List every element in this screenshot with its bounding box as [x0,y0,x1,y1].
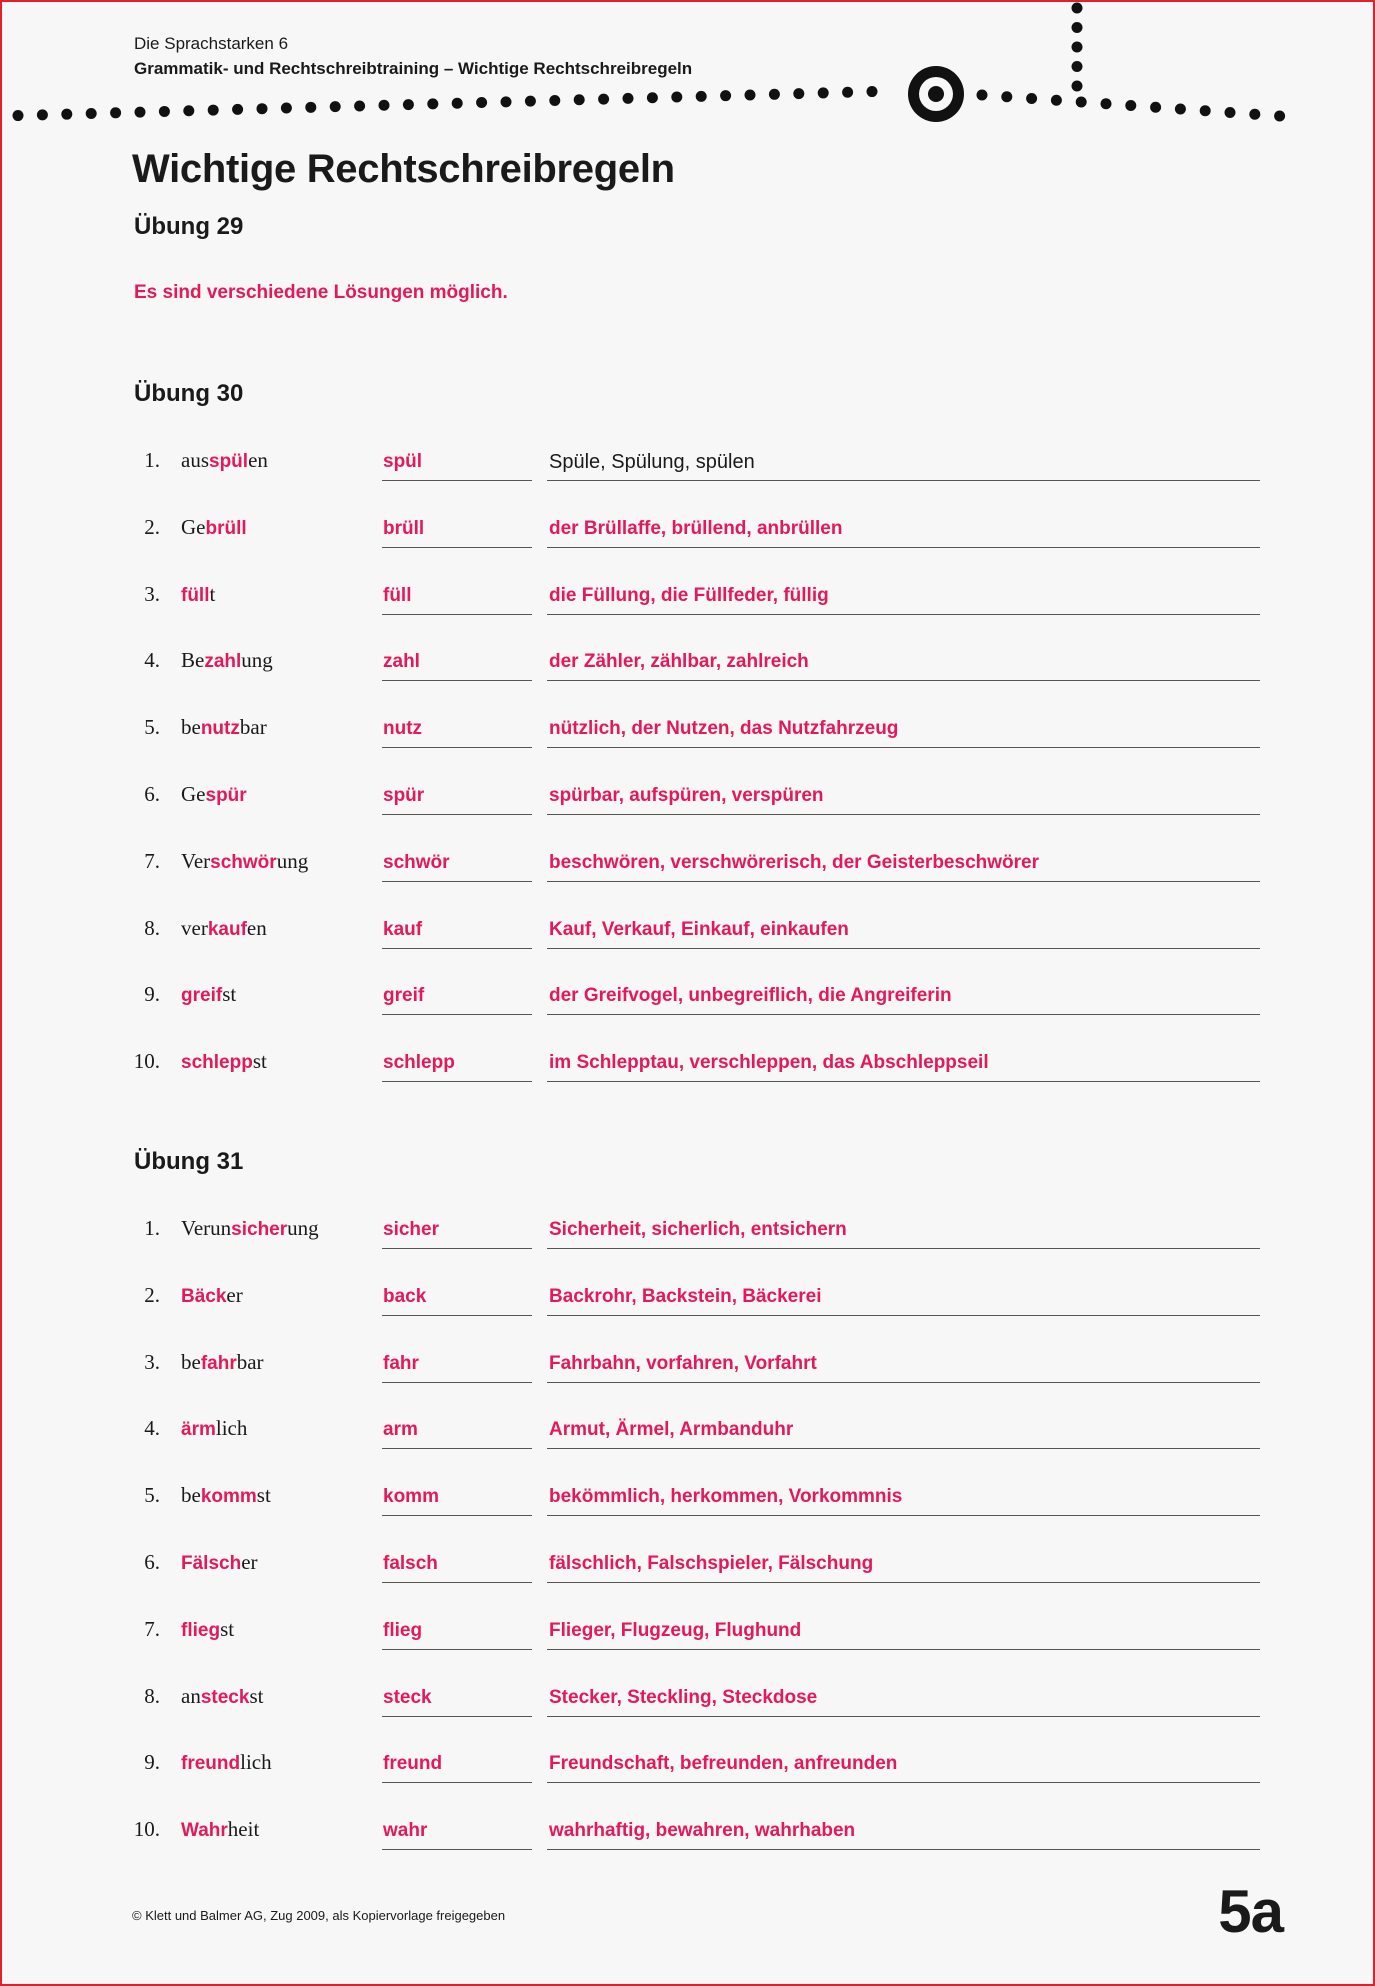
compound-word [181,915,267,940]
answer-stem: spül [383,451,423,472]
word-suffix: en [248,448,268,472]
word-stem-highlight: füll [181,584,210,606]
word-stem-highlight: freund [181,1753,241,1775]
exercise-row [2,1612,1375,1652]
compound-word [181,450,268,471]
word-prefix: Ge [181,514,206,539]
publication-name: Die Sprachstarken 6 [134,34,289,53]
related-words-answer: wahrhaftig, bewahren, wahrhaben [549,1820,856,1842]
word-stem-highlight: Wahr [181,1820,228,1842]
word-suffix: st [220,1616,235,1641]
compound-word [181,1282,243,1307]
stem-answer-line [382,1014,532,1015]
compound-word [181,1552,258,1573]
compound-word [181,984,236,1005]
word-suffix: bar [236,1349,264,1374]
word-stem-highlight: brüll [205,517,247,539]
copyright-footer: © Klett und Balmer AG, Zug 2009, als Kopiervorlage freigegeben [132,1908,506,1923]
exercise-30-heading: Übung 30 [134,380,244,407]
related-words-answer: Sicherheit, sicherlich, entsichern [549,1219,847,1240]
exercise-row [2,577,1375,617]
compound-word [181,514,247,539]
related-words-answer: Kauf, Verkauf, Einkauf, einkaufen [549,918,849,940]
item-number: 10. [133,1817,160,1842]
exercise-row [2,710,1375,750]
related-words-line [547,1782,1260,1783]
exercise-row [2,777,1375,817]
word-stem-highlight: sicher [231,1219,288,1240]
answer-stem: greif [383,985,425,1007]
word-suffix: t [209,581,216,606]
related-words-line [547,1716,1260,1717]
answer-stem: komm [383,1486,439,1508]
stem-answer-line [382,747,532,748]
item-number: 6. [144,782,160,806]
item-number: 8. [144,915,160,940]
page-title: Wichtige Rechtschreibregeln [132,147,675,191]
word-prefix: be [181,1483,201,1508]
compound-word [181,650,273,671]
item-number: 7. [144,1616,160,1641]
related-words-line [547,747,1260,748]
word-prefix: Ge [181,782,206,806]
exercise-row [2,1044,1375,1084]
related-words-line [547,881,1260,882]
word-stem-highlight: Bäck [181,1285,227,1307]
stem-answer-line [382,1716,532,1717]
word-stem-highlight: schwör [210,851,277,873]
exercise-row [2,977,1375,1017]
exercise-row [2,1211,1375,1251]
answer-stem: zahl [383,651,420,673]
item-number: 1. [144,1216,160,1240]
compound-word [181,1819,259,1840]
word-prefix: be [181,715,201,740]
word-suffix: st [252,1049,267,1074]
item-number: 6. [144,1550,160,1574]
related-words-line [547,680,1260,681]
related-words-line [547,1382,1260,1383]
answer-stem: füll [383,584,412,606]
word-stem-highlight: kauf [207,918,247,940]
related-words-answer: Backrohr, Backstein, Bäckerei [549,1285,822,1307]
compound-word [181,1616,235,1641]
word-prefix: an [181,1683,201,1708]
stem-answer-line [382,881,532,882]
stem-answer-line [382,1782,532,1783]
compound-word [181,717,267,738]
related-words-answer: der Brüllaffe, brüllend, anbrüllen [549,517,843,539]
stem-answer-line [382,680,532,681]
compound-word [181,1051,267,1072]
related-words-line [547,1649,1260,1650]
related-words-answer: Fahrbahn, vorfahren, Vorfahrt [549,1352,817,1374]
answer-stem: back [383,1285,427,1307]
stem-answer-line [382,1248,532,1249]
answer-stem: steck [383,1686,432,1708]
exercise-row [2,1411,1375,1451]
word-suffix: st [256,1483,271,1508]
word-stem-highlight: schlepp [181,1052,253,1074]
word-suffix: er [226,1282,243,1307]
item-number: 5. [144,715,160,740]
related-words-answer: Flieger, Flugzeug, Flughund [549,1619,802,1641]
answer-stem: nutz [383,718,423,740]
related-words-line [547,1515,1260,1516]
stem-answer-line [382,1849,532,1850]
exercise-row [2,844,1375,884]
word-suffix: en [246,915,267,940]
related-words-answer: Armut, Ärmel, Armbanduhr [549,1419,794,1441]
exercise-row [2,510,1375,550]
item-number: 5. [144,1483,160,1508]
item-number: 9. [144,1750,160,1775]
related-words-line [547,1248,1260,1249]
compound-word [181,784,247,805]
word-suffix: ung [287,1216,319,1240]
word-stem-highlight: fahr [200,1352,237,1374]
item-number: 3. [144,1349,160,1374]
word-suffix: lich [215,1416,248,1441]
item-number: 4. [144,648,160,673]
related-words-line [547,547,1260,548]
exercise-row [2,1545,1375,1585]
related-words-line [547,948,1260,949]
word-suffix: ung [276,848,309,873]
compound-word [181,1349,264,1374]
exercise-row [2,643,1375,683]
word-stem-highlight: zahl [204,651,242,673]
item-number: 2. [144,514,160,539]
answer-stem: wahr [383,1820,428,1842]
word-prefix: Be [181,648,205,673]
exercise-row [2,1278,1375,1318]
item-number: 9. [144,982,160,1007]
exercise-row [2,1345,1375,1385]
related-words-line [547,1081,1260,1082]
publication-subtitle: Grammatik- und Rechtschreibtraining – Wichtige Rechtschreibregeln [134,59,693,78]
word-suffix: bar [239,715,267,740]
related-words-answer: der Greifvogel, unbegreiflich, die Angreiferin [549,985,952,1007]
word-prefix: ver [181,915,208,940]
exercise-row [2,1812,1375,1852]
related-words-line [547,1014,1260,1015]
word-suffix: st [222,982,237,1007]
word-prefix: be [181,1349,201,1374]
answer-stem: falsch [383,1553,438,1574]
item-number: 8. [144,1683,160,1708]
related-words-answer: der Zähler, zählbar, zahlreich [549,651,809,673]
compound-word [181,1683,264,1708]
compound-word [181,848,309,873]
item-number: 1. [144,448,160,472]
word-stem-highlight: greif [181,985,223,1007]
word-stem-highlight: ärm [181,1419,216,1441]
answer-stem: brüll [383,517,425,539]
word-stem-highlight: steck [200,1686,250,1708]
related-words-answer: bekömmlich, herkommen, Vorkommnis [549,1486,903,1508]
word-prefix: Ver [181,848,211,873]
answer-stem: spür [383,785,425,806]
related-words-answer: fälschlich, Falschspieler, Fälschung [549,1553,874,1574]
stem-answer-line [382,948,532,949]
exercise-31-heading: Übung 31 [134,1148,244,1175]
related-words-line [547,1448,1260,1449]
related-words-line [547,614,1260,615]
exercise-row [2,443,1375,483]
related-words-line [547,1582,1260,1583]
related-words-line [547,814,1260,815]
answer-stem: fahr [383,1352,419,1374]
exercise-29-note: Es sind verschiedene Lösungen möglich. [134,282,508,303]
item-number: 10. [133,1049,160,1074]
word-suffix: ung [241,648,273,673]
exercise-row [2,1679,1375,1719]
compound-word [181,1218,319,1239]
stem-answer-line [382,1582,532,1583]
stem-answer-line [382,547,532,548]
answer-stem: flieg [383,1619,423,1641]
word-stem-highlight: spür [205,785,247,806]
word-suffix: lich [240,1750,272,1775]
compound-word [181,1418,247,1439]
word-stem-highlight: komm [200,1486,257,1508]
stem-answer-line [382,1081,532,1082]
related-words-line [547,1849,1260,1850]
word-stem-highlight: spül [209,451,249,472]
answer-stem: kauf [383,918,423,940]
exercise-row [2,1745,1375,1785]
stem-answer-line [382,1515,532,1516]
word-prefix: aus [181,448,209,472]
related-words-answer: spürbar, aufspüren, verspüren [549,785,824,806]
stem-answer-line [382,814,532,815]
stem-answer-line [382,1649,532,1650]
answer-stem: freund [383,1753,443,1775]
related-words-answer: Stecker, Steckling, Steckdose [549,1686,818,1708]
word-suffix: st [249,1683,264,1708]
stem-answer-line [382,1448,532,1449]
answer-stem: arm [383,1419,418,1441]
compound-word [181,1752,272,1773]
word-suffix: heit [227,1817,260,1842]
exercise-row [2,911,1375,951]
exercise-row [2,1478,1375,1518]
word-stem-highlight: nutz [200,718,240,740]
stem-answer-line [382,1315,532,1316]
answer-stem: sicher [383,1219,439,1240]
related-words-answer: im Schlepptau, verschleppen, das Abschleppseil [549,1052,989,1074]
related-words-answer: die Füllung, die Füllfeder, füllig [549,584,829,606]
related-words-line [547,480,1260,481]
answer-stem: schlepp [383,1052,455,1074]
related-words-answer: nützlich, der Nutzen, das Nutzfahrzeug [549,718,899,740]
page-number: 5a [1218,1878,1283,1945]
item-number: 2. [144,1282,160,1307]
related-words-answer: Spüle, Spülung, spülen [549,451,755,473]
exercise-29-heading: Übung 29 [134,213,244,240]
related-words-answer: Freundschaft, befreunden, anfreunden [549,1753,898,1775]
word-stem-highlight: Fälsch [181,1553,242,1574]
compound-word [181,1485,271,1506]
word-stem-highlight: flieg [181,1619,221,1641]
item-number: 7. [144,848,160,873]
item-number: 4. [144,1416,160,1441]
stem-answer-line [382,614,532,615]
word-suffix: er [241,1550,258,1574]
answer-stem: schwör [383,851,450,873]
related-words-answer: beschwören, verschwörerisch, der Geisterbeschwörer [549,851,1039,873]
word-prefix: Verun [181,1216,232,1240]
stem-answer-line [382,480,532,481]
item-number: 3. [144,581,160,606]
compound-word [181,581,216,606]
related-words-line [547,1315,1260,1316]
stem-answer-line [382,1382,532,1383]
